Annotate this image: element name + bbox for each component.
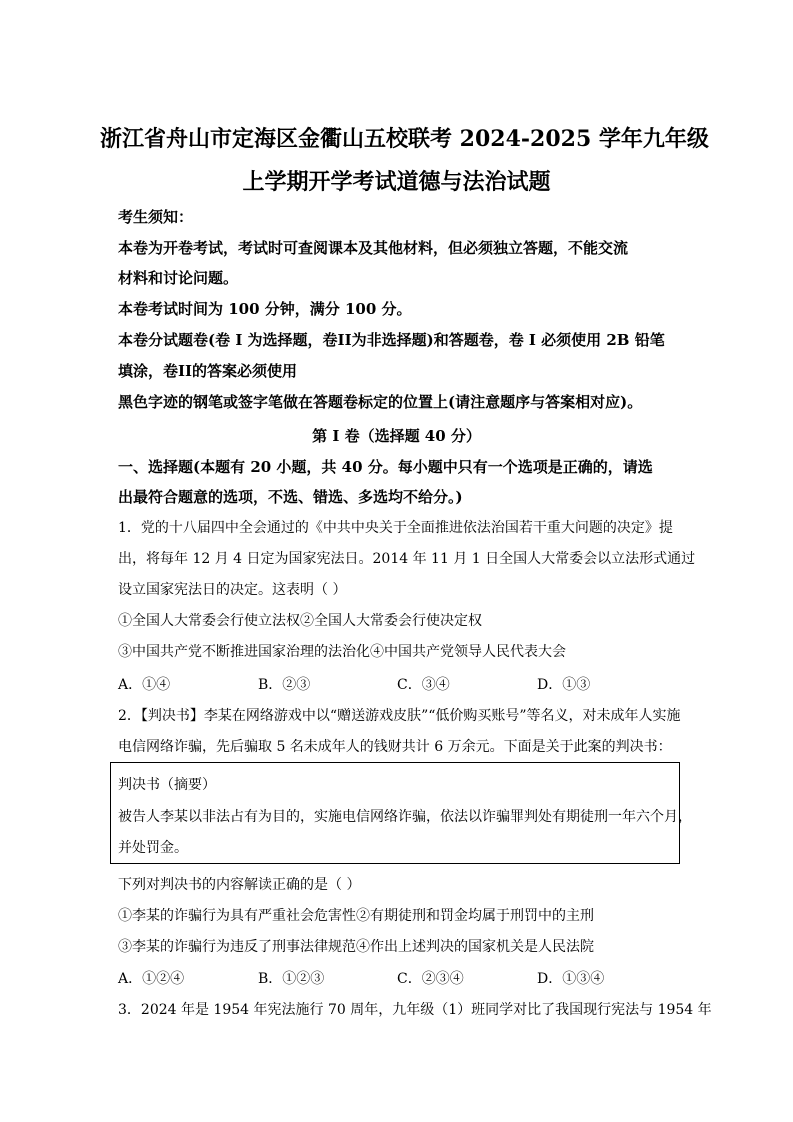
section-instructions-a: 一、选择题(本题有 20 小题，共 40 分。每小题中只有一个选项是正确的，请选 [118,458,653,476]
section-instructions-b: 出最符合题意的选项，不选、错选、多选均不给分。) [118,488,463,506]
doc-title-line1: 浙江省舟山市定海区金衢山五校联考 2024-2025 学年九年级 [100,126,709,152]
q2-statements-line2: ③李某的诈骗行为违反了刑事法律规范④作出上述判决的国家机关是人民法院 [118,939,594,955]
q3-stem-line1: 3．2024 年是 1954 年宪法施行 70 周年，九年级（1）班同学对比了我国现行宪法与 1954 年 [118,1002,712,1018]
notice-p1b: 材料和讨论问题。 [118,269,239,287]
judgment-box [110,762,692,864]
q1-stem-line1: 1．党的十八届四中全会通过的《中共中央关于全面推进依法治国若干重大问题的决定》提 [118,520,673,536]
q1-stem-line3: 设立国家宪法日的决定。这表明（ ） [118,582,347,598]
q1-statements-line1: ①全国人大常委会行使立法权②全国人大常委会行使决定权 [118,613,482,629]
q2-option-a: A．①②④ [118,971,185,987]
notice-p4: 黑色字迹的钢笔或签字笔做在答题卷标定的位置上(请注意题序与答案相对应)。 [118,393,643,411]
q1-option-c: C．③④ [397,677,450,693]
q1-option-d: D．①③ [537,677,591,693]
q2-option-c: C．②③④ [397,971,464,987]
q1-option-a: A．①④ [118,677,171,693]
q1-statements-line2: ③中国共产党不断推进国家治理的法治化④中国共产党领导人民代表大会 [118,644,566,660]
judgment-box-line2: 并处罚金。 [118,840,188,856]
q2-stem-line2: 电信网络诈骗，先后骗取 5 名未成年人的钱财共计 6 万余元。下面是关于此案的判决书： [118,739,672,755]
notice-p3a: 本卷分试题卷(卷 I 为选择题，卷II为非选择题)和答题卷，卷 I 必须使用 2B 铅笔 [118,331,665,349]
q1-stem-line2: 出，将每年 12 月 4 日定为国家宪法日。2014 年 11 月 1 日全国人大常委会以立法形式通过 [118,551,696,567]
notice-p1a: 本卷为开卷考试，考试时可查阅课本及其他材料，但必须独立答题，不能交流 [118,239,629,257]
q2-statements-line1: ①李某的诈骗行为具有严重社会危害性②有期徒刑和罚金均属于刑罚中的主刑 [118,908,594,924]
q2-option-b: B．①②③ [258,971,325,987]
notice-p2: 本卷考试时间为 100 分钟，满分 100 分。 [118,300,412,318]
judgment-box-line1: 被告人李某以非法占有为目的，实施电信网络诈骗，依法以诈骗罪判处有期徒刑一年六个月， [118,809,692,825]
q2-stem-line1: 2．【判决书】李某在网络游戏中以“赠送游戏皮肤”“低价购买账号”等名义，对未成年人实施 [118,708,681,724]
q2-option-d: D．①③④ [537,971,605,987]
q2-question: 下列对判决书的内容解读正确的是（ ） [118,877,361,893]
doc-title-line2: 上学期开学考试道德与法治试题 [242,169,551,195]
section-heading: 第 I 卷（选择题 40 分） [312,427,481,445]
notice-heading: 考生须知： [118,208,194,226]
judgment-box-title: 判决书（摘要） [118,777,216,793]
notice-p3b: 填涂，卷II的答案必须使用 [118,362,298,380]
q1-option-b: B．②③ [258,677,311,693]
